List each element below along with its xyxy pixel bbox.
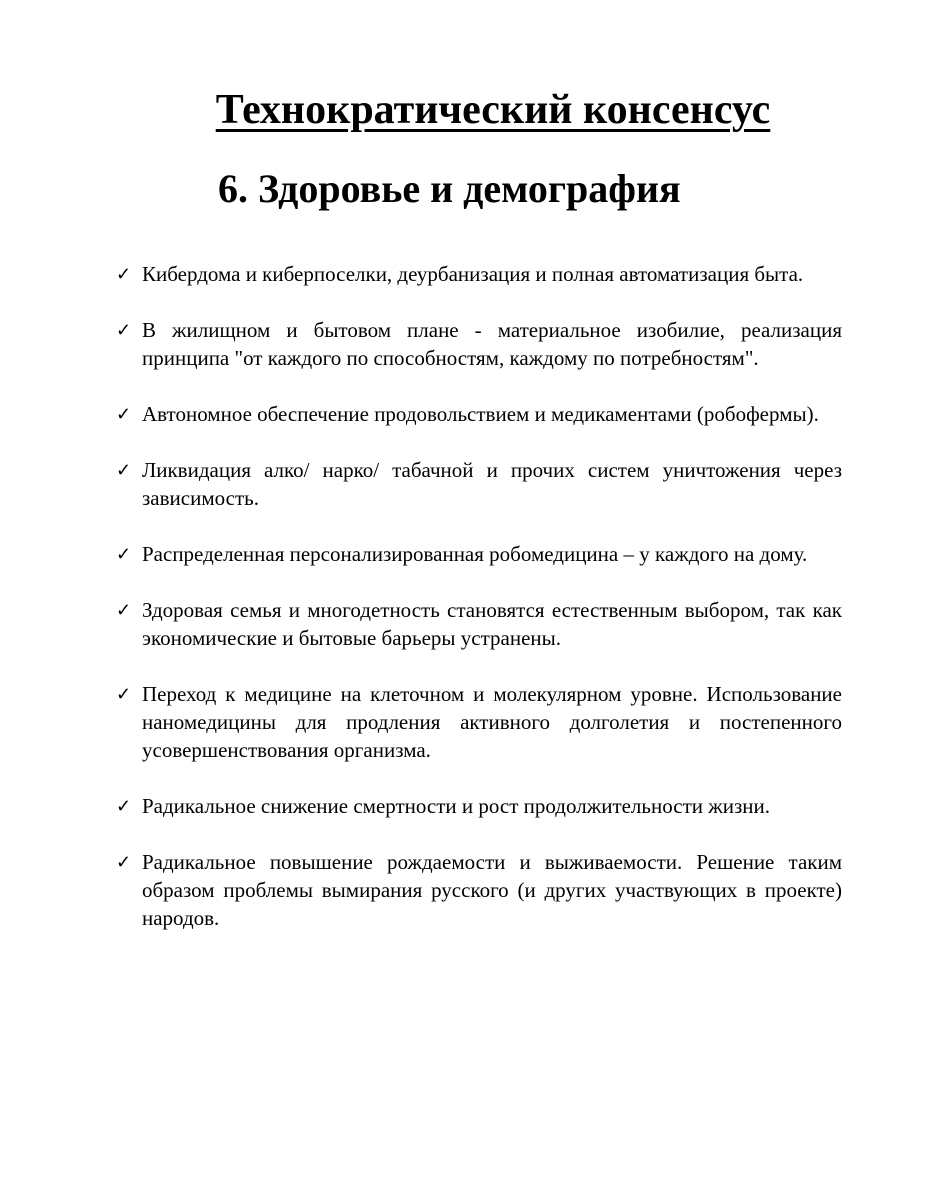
list-item-text: В жилищном и бытовом плане - материальное изобилие, реализация принципа "от каждого по способностям, каждому по потребностям". <box>142 318 842 370</box>
list-item <box>116 260 842 288</box>
list-item <box>116 848 842 932</box>
check-icon: ✓ <box>116 684 132 704</box>
list-item-text: Здоровая семья и многодетность становятся естественным выбором, так как экономические и бытовые барьеры устранены. <box>142 598 842 650</box>
document-title <box>0 82 928 138</box>
section-title: 6. Здоровье и демография <box>218 166 681 211</box>
check-icon: ✓ <box>116 852 132 872</box>
check-icon: ✓ <box>116 404 132 424</box>
list-item <box>116 596 842 652</box>
list-item-text: Распределенная персонализированная робомедицина – у каждого на дому. <box>142 542 808 566</box>
check-icon: ✓ <box>116 320 132 340</box>
list-item-text: Радикальное повышение рождаемости и выживаемости. Решение таким образом проблемы вымирания русского (и других участвующих в проекте) народов. <box>142 850 842 930</box>
list-item <box>116 316 842 372</box>
list-item <box>116 400 842 428</box>
list-item-text: Радикальное снижение смертности и рост продолжительности жизни. <box>142 794 771 818</box>
checklist <box>116 260 842 960</box>
check-icon: ✓ <box>116 796 132 816</box>
list-item <box>116 540 842 568</box>
list-item <box>116 792 842 820</box>
list-item-text: Переход к медицине на клеточном и молекулярном уровне. Использование наномедицины для продления активного долголетия и постепенного усовершенствования организма. <box>142 682 842 762</box>
check-icon: ✓ <box>116 460 132 480</box>
document-title-text: Технократический консенсус <box>215 87 771 133</box>
check-icon: ✓ <box>116 600 132 620</box>
list-item <box>116 456 842 512</box>
check-icon: ✓ <box>116 544 132 564</box>
list-item <box>116 680 842 764</box>
list-item-text: Кибердома и киберпоселки, деурбанизация и полная автоматизация быта. <box>142 262 804 286</box>
list-item-text: Ликвидация алко/ нарко/ табачной и прочих систем уничтожения через зависимость. <box>142 458 842 510</box>
list-item-text: Автономное обеспечение продовольствием и медикаментами (робофермы). <box>142 402 819 426</box>
check-icon: ✓ <box>116 264 132 284</box>
